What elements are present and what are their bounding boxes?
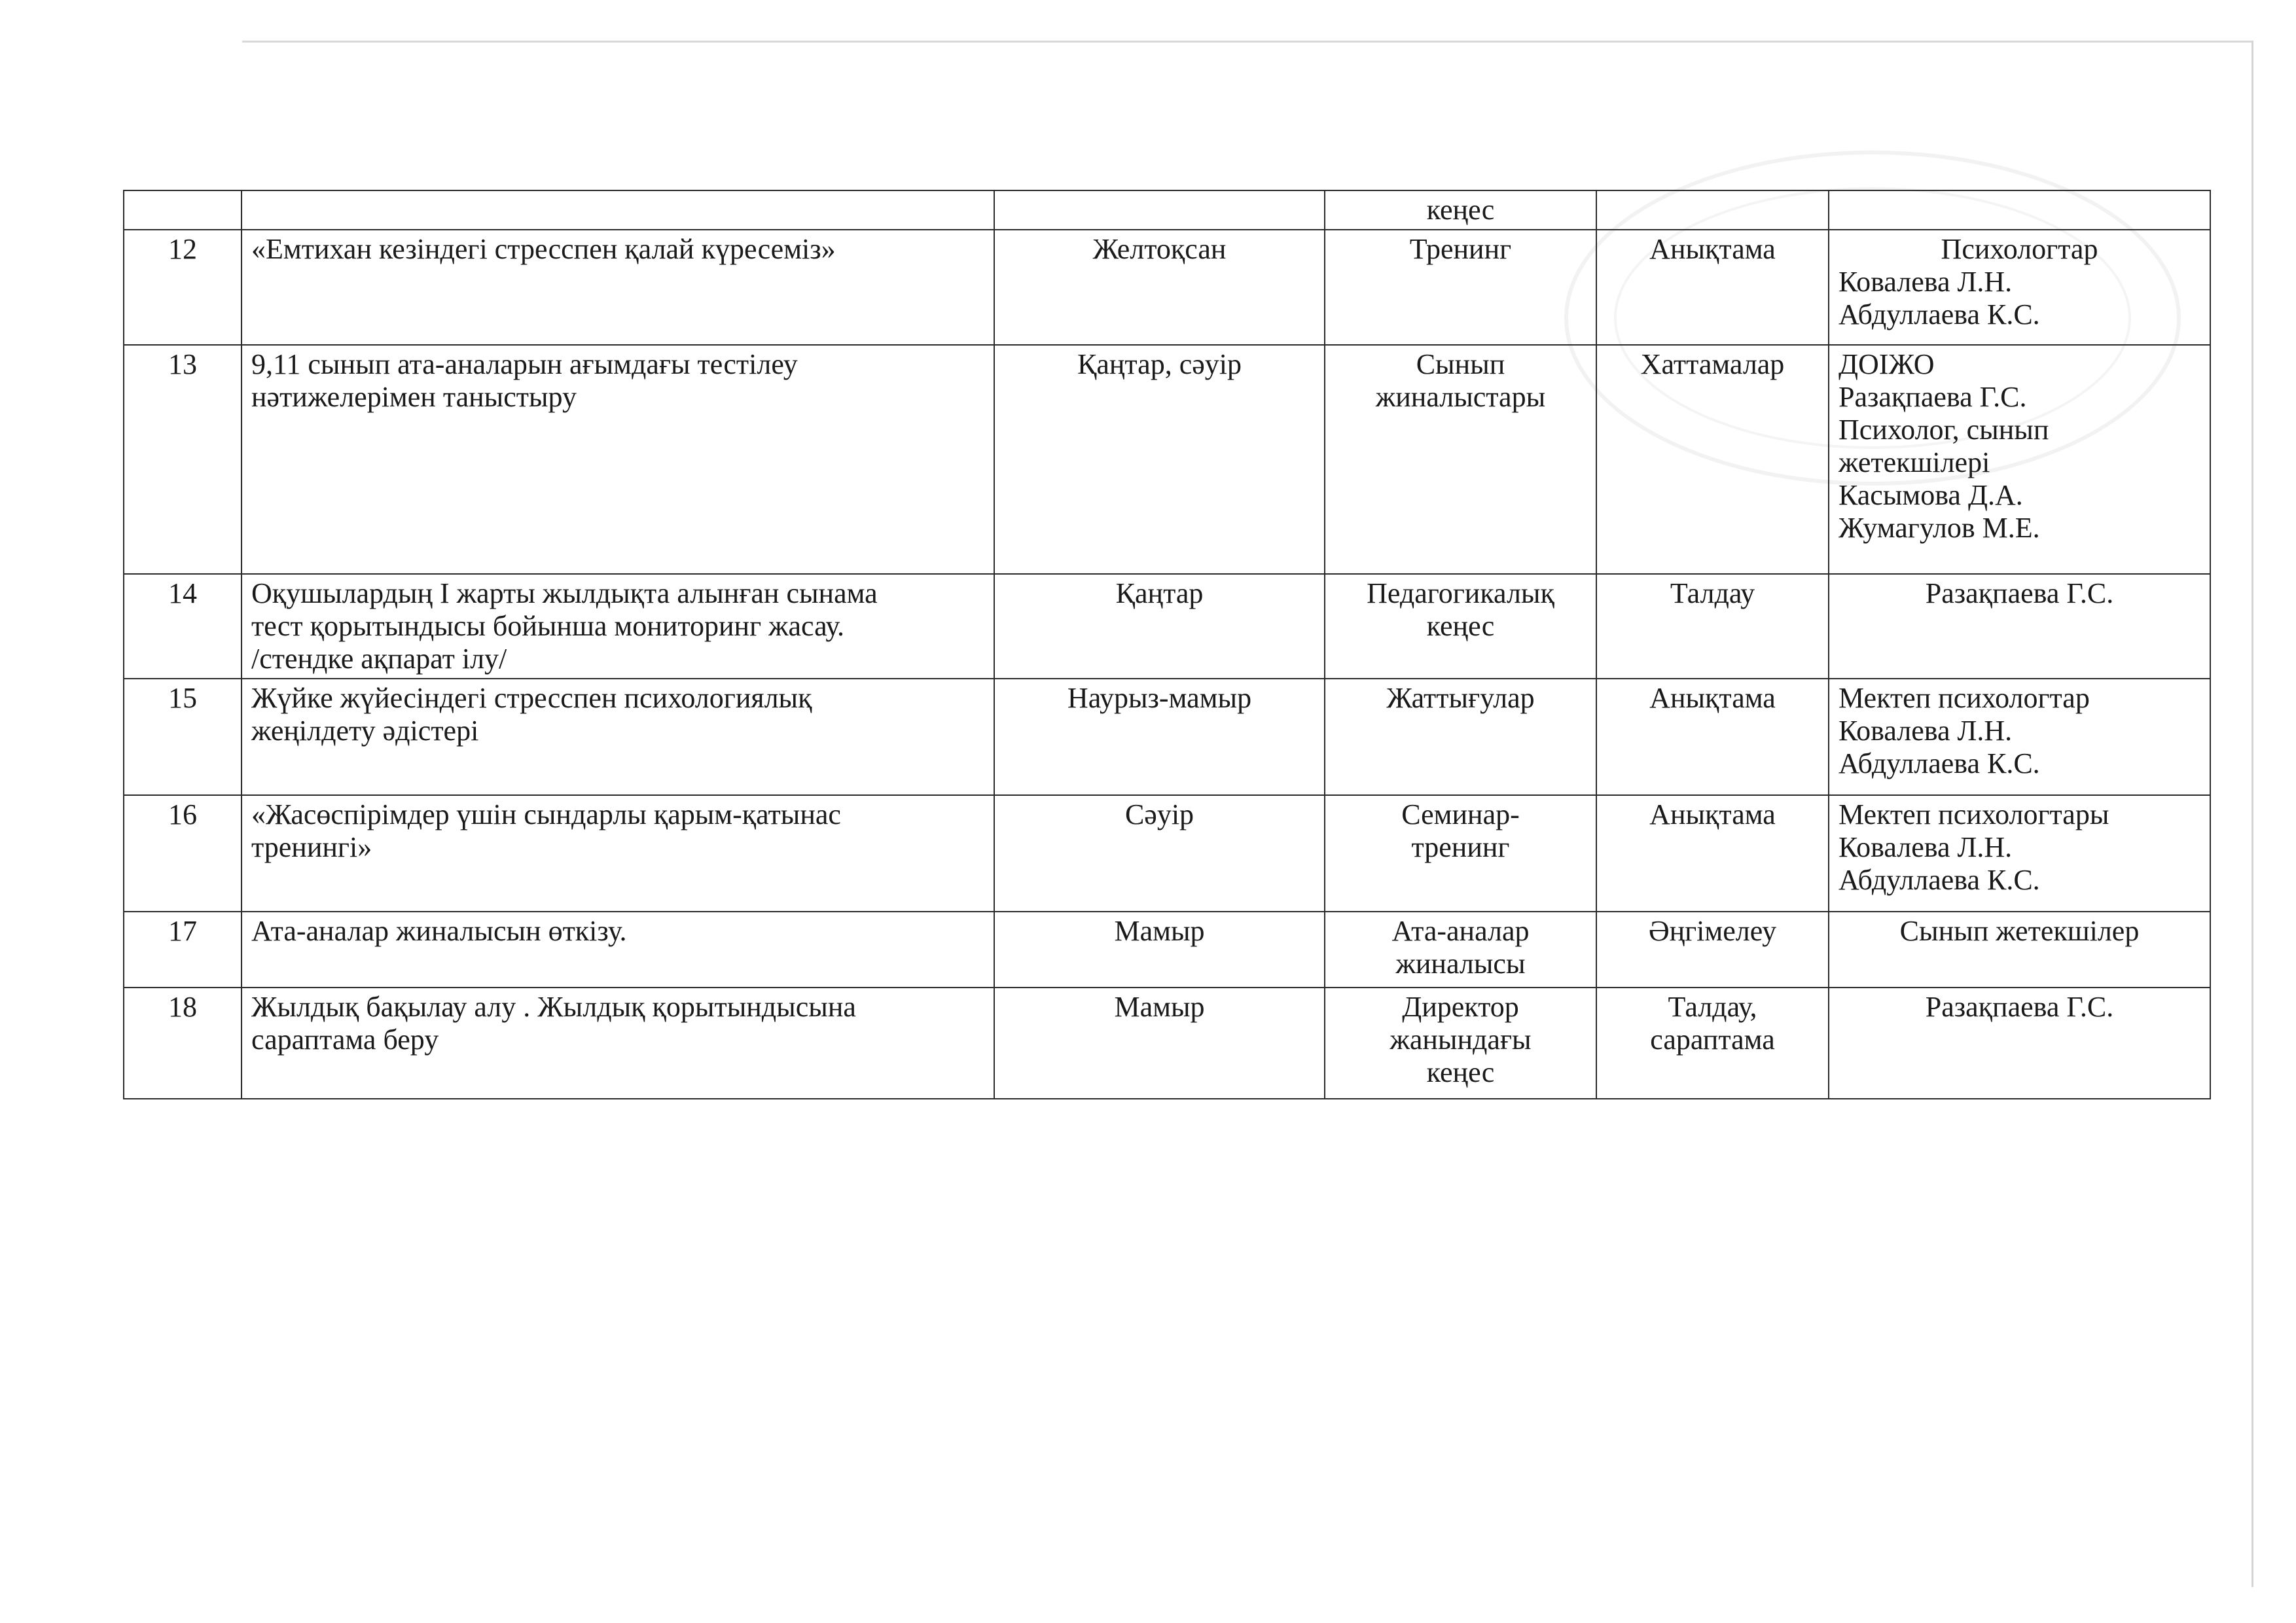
form-line: жанындағы	[1390, 1024, 1532, 1056]
responsible-line: Мектеп психологтар	[1839, 682, 2090, 714]
cell-term: Наурыз-мамыр	[994, 679, 1325, 795]
cell-form	[1325, 912, 1596, 988]
cell-form	[1325, 795, 1596, 912]
cell-result	[1596, 988, 1829, 1099]
cell-result	[1596, 574, 1829, 679]
responsible-line: Ковалева Л.Н.	[1839, 715, 2013, 747]
table-row	[124, 912, 2210, 988]
form-line: Директор	[1402, 991, 1519, 1023]
form-line: тренинг	[1411, 831, 1510, 863]
event-line: 9,11 сынып ата-аналарын ағымдағы тестілеу	[251, 348, 798, 380]
result-line: Талдау,	[1668, 991, 1757, 1023]
table-row	[124, 345, 2210, 574]
event-line: Оқушылардың I жарты жылдықта алынған сынама	[251, 577, 878, 609]
cell-event	[242, 679, 994, 795]
cell-result	[1596, 345, 1829, 574]
cell-event	[242, 230, 994, 345]
responsible-line: Жумагулов М.Е.	[1839, 512, 2040, 544]
responsible-line: Психолог, сынып	[1839, 414, 2049, 446]
cell-term: Қаңтар, сәуір	[994, 345, 1325, 574]
result-line: Анықтама	[1649, 798, 1776, 830]
cell-term: Мамыр	[994, 988, 1325, 1099]
table-row-continuation	[124, 190, 2210, 230]
form-line: жиналысы	[1395, 948, 1526, 980]
cell-result	[1596, 190, 1829, 230]
cell-num: 17	[124, 912, 242, 988]
cell-responsible	[1829, 574, 2210, 679]
cell-num: 18	[124, 988, 242, 1099]
cell-form	[1325, 230, 1596, 345]
responsible-line: Разақпаева Г.С.	[1925, 991, 2114, 1023]
cell-event	[242, 190, 994, 230]
cell-num: 12	[124, 230, 242, 345]
responsible-line: Разақпаева Г.С.	[1925, 577, 2114, 609]
cell-term: Қаңтар	[994, 574, 1325, 679]
event-line: жеңілдету әдістері	[251, 715, 479, 747]
cell-num	[124, 190, 242, 230]
result-line: Талдау	[1670, 577, 1755, 609]
event-line: «Жасөспірімдер үшін сындарлы қарым-қатынас	[251, 798, 841, 830]
table-row	[124, 574, 2210, 679]
cell-event	[242, 988, 994, 1099]
result-line: Хаттамалар	[1640, 348, 1785, 380]
result-line: Анықтама	[1649, 233, 1776, 265]
form-line: Семинар-	[1401, 798, 1520, 830]
cell-event	[242, 345, 994, 574]
cell-term: Сәуір	[994, 795, 1325, 912]
responsible-line: Абдуллаева К.С.	[1839, 298, 2040, 330]
responsible-line: ДОІЖО	[1839, 348, 1935, 380]
cell-term: Желтоқсан	[994, 230, 1325, 345]
responsible-line: жетекшілері	[1839, 446, 1990, 478]
cell-event	[242, 574, 994, 679]
event-line: нәтижелерімен таныстыру	[251, 381, 577, 413]
cell-event	[242, 795, 994, 912]
table-row	[124, 988, 2210, 1099]
responsible-line: Мектеп психологтары	[1839, 798, 2109, 830]
form-line: кеңес	[1426, 1056, 1495, 1088]
cell-result	[1596, 679, 1829, 795]
result-line: Анықтама	[1649, 682, 1776, 714]
cell-form	[1325, 574, 1596, 679]
form-line: Педагогикалық	[1367, 577, 1554, 609]
cell-event	[242, 912, 994, 988]
cell-form	[1325, 988, 1596, 1099]
cell-responsible	[1829, 795, 2210, 912]
responsible-line: Ковалева Л.Н.	[1839, 831, 2013, 863]
table-row	[124, 679, 2210, 795]
event-line: Жүйке жүйесіндегі стресспен психологиялық	[251, 682, 812, 714]
table-row	[124, 230, 2210, 345]
cell-form: кеңес	[1325, 190, 1596, 230]
form-line: Ата-аналар	[1391, 915, 1530, 947]
cell-responsible	[1829, 679, 2210, 795]
event-line: тест қорытындысы бойынша мониторинг жасау.	[251, 610, 844, 642]
cell-form	[1325, 679, 1596, 795]
cell-responsible	[1829, 345, 2210, 574]
event-line: Жылдық бақылау алу . Жылдық қорытындысына	[251, 991, 856, 1023]
cell-responsible	[1829, 230, 2210, 345]
cell-num: 13	[124, 345, 242, 574]
cell-num: 15	[124, 679, 242, 795]
responsible-line: Касымова Д.А.	[1839, 479, 2023, 511]
event-line: тренингі»	[251, 831, 372, 863]
responsible-line: Сынып жетекшілер	[1899, 915, 2140, 947]
result-line: сараптама	[1650, 1024, 1775, 1056]
cell-result	[1596, 912, 1829, 988]
cell-responsible	[1829, 190, 2210, 230]
form-line: кеңес	[1426, 610, 1495, 642]
event-line: сараптама беру	[251, 1024, 439, 1056]
responsible-line: Разақпаева Г.С.	[1839, 381, 2027, 413]
cell-num: 16	[124, 795, 242, 912]
responsible-line: Абдуллаева К.С.	[1839, 747, 2040, 779]
cell-result	[1596, 230, 1829, 345]
responsible-line: Абдуллаева К.С.	[1839, 864, 2040, 896]
plan-table	[123, 190, 2211, 1099]
responsible-line: Психологтар	[1941, 233, 2098, 265]
event-line: Ата-аналар жиналысын өткізу.	[251, 915, 627, 947]
table-row	[124, 795, 2210, 912]
form-line: жиналыстары	[1375, 381, 1546, 413]
cell-term: Мамыр	[994, 912, 1325, 988]
form-line: Тренинг	[1409, 233, 1512, 265]
responsible-line: Ковалева Л.Н.	[1839, 266, 2013, 298]
event-line: «Емтихан кезіндегі стресспен қалай күресеміз»	[251, 233, 836, 265]
cell-term	[994, 190, 1325, 230]
cell-num: 14	[124, 574, 242, 679]
result-line: Әңгімелеу	[1648, 915, 1777, 947]
cell-form	[1325, 345, 1596, 574]
form-line: Сынып	[1416, 348, 1505, 380]
cell-responsible	[1829, 988, 2210, 1099]
event-line: /стендке ақпарат ілу/	[251, 643, 507, 675]
cell-responsible	[1829, 912, 2210, 988]
cell-result	[1596, 795, 1829, 912]
form-line: Жаттығулар	[1386, 682, 1535, 714]
